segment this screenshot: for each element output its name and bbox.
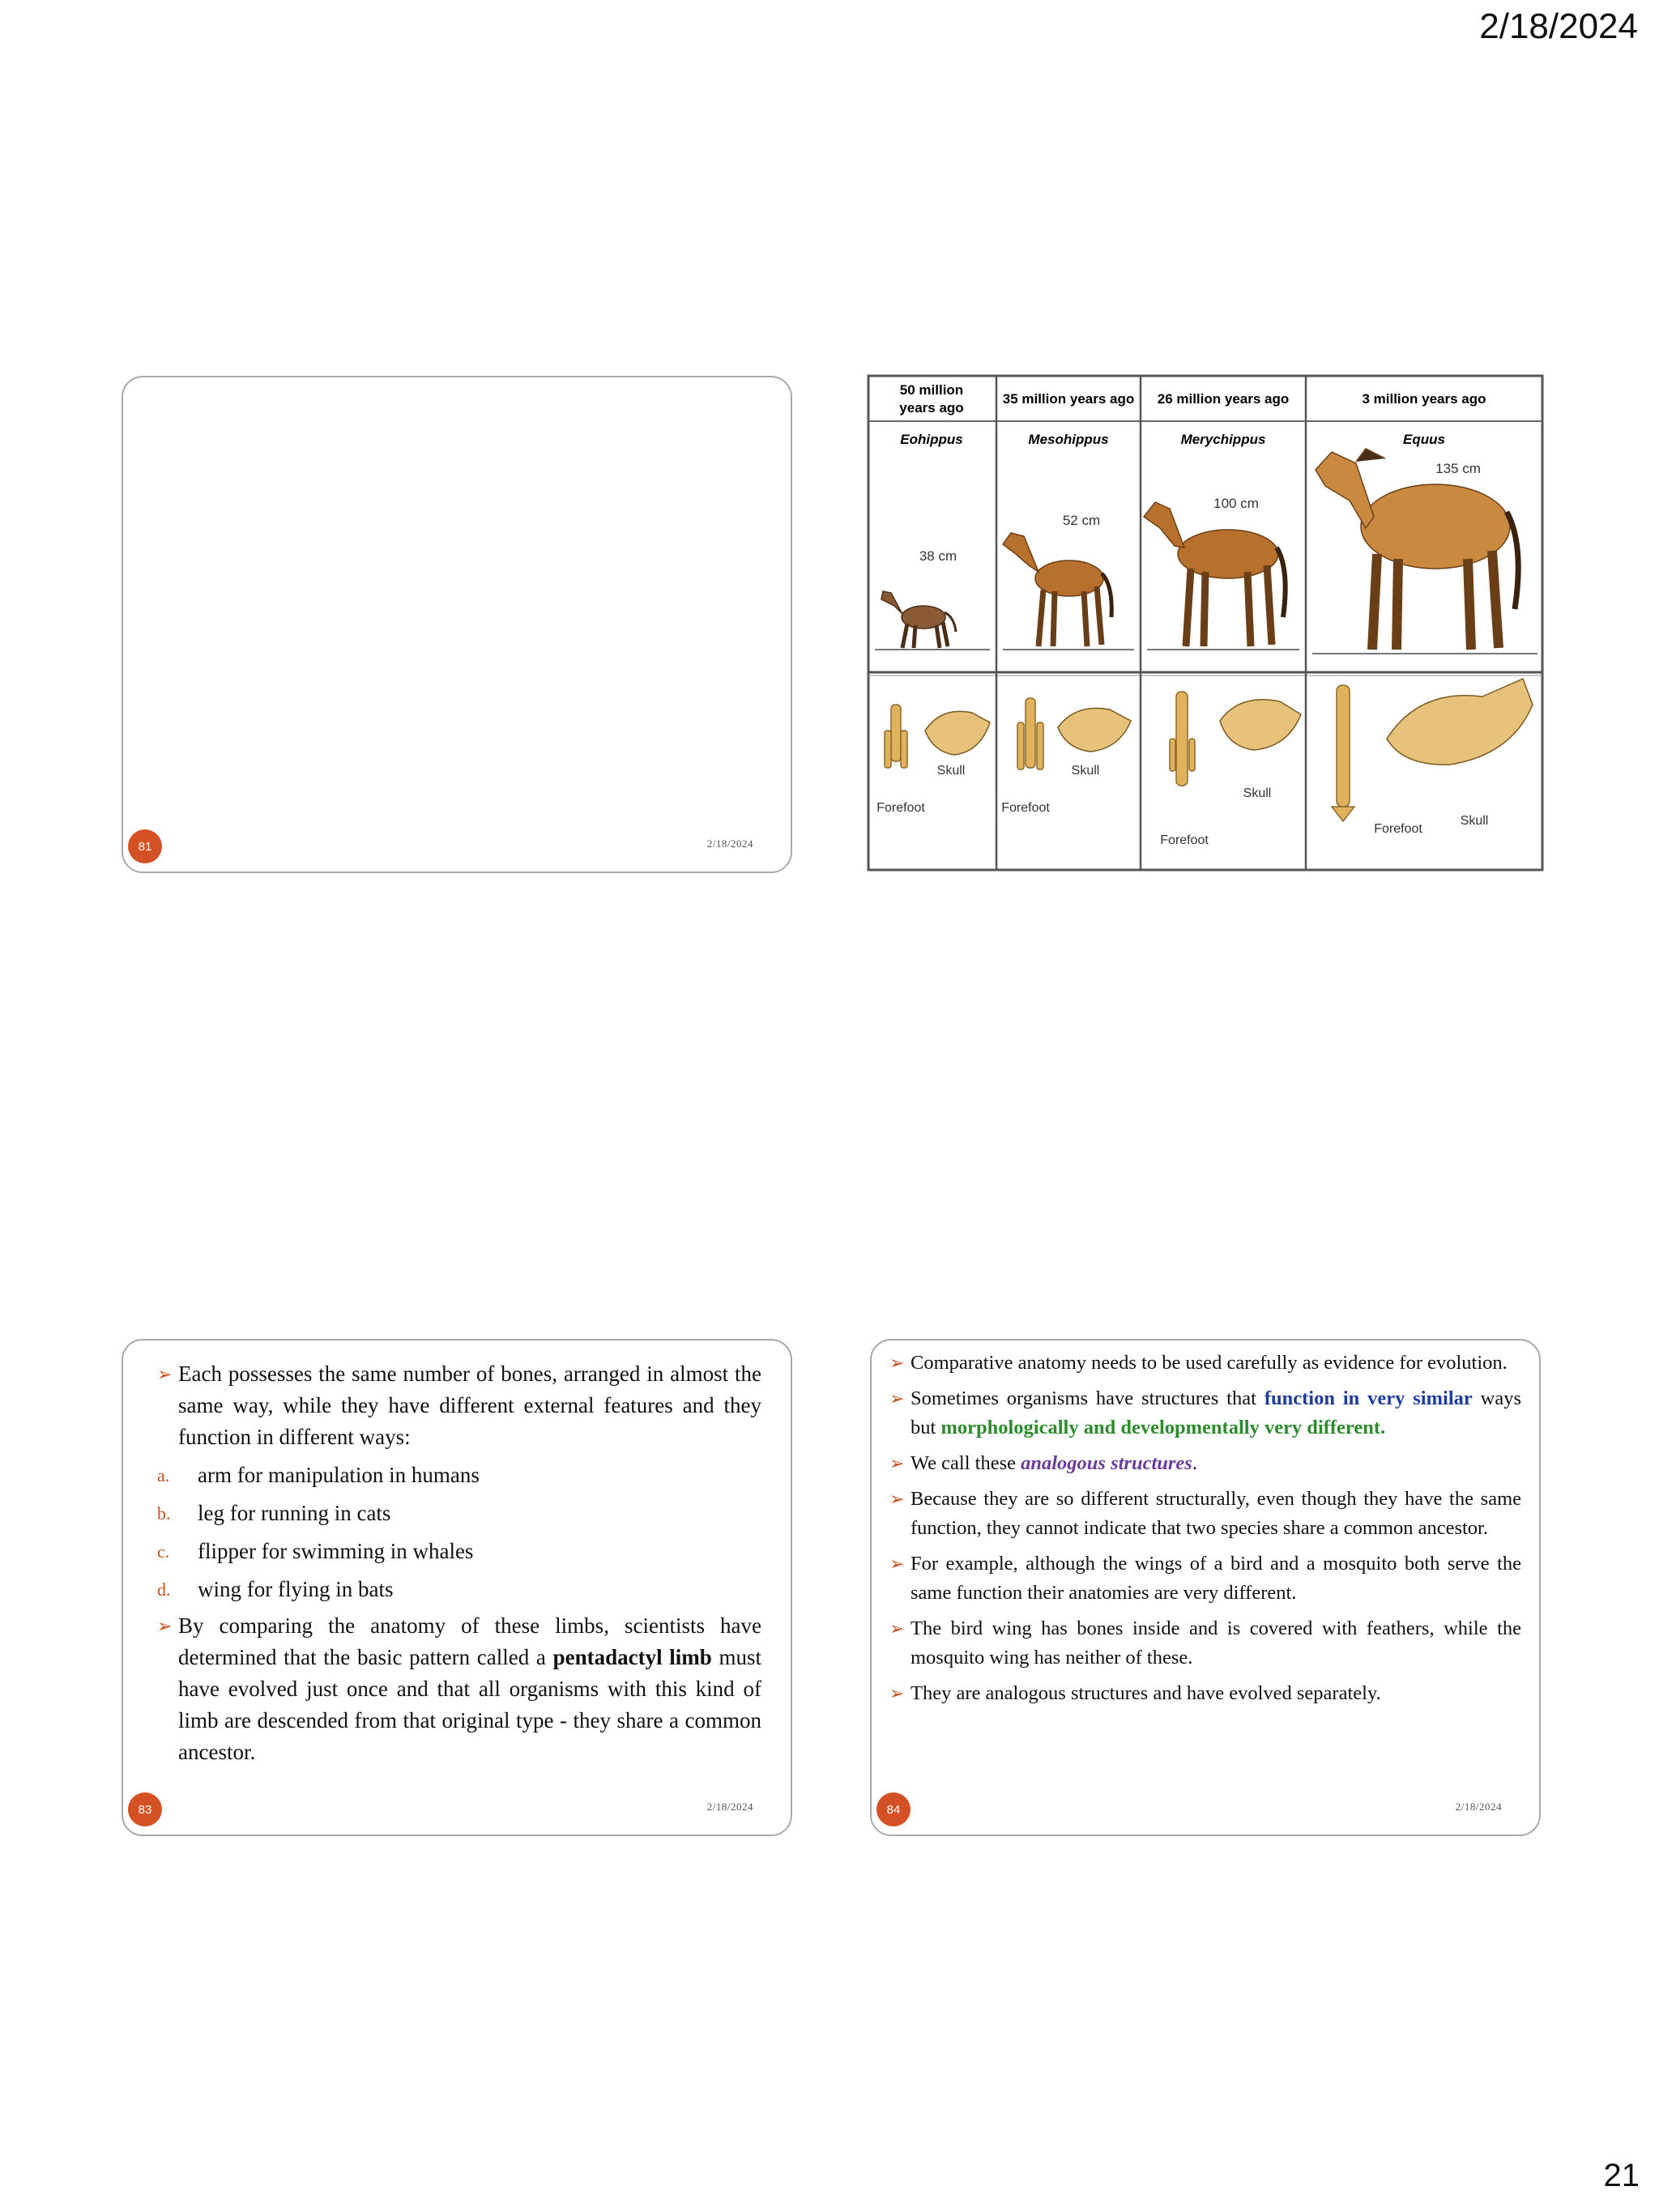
bullet-pentadactyl <box>157 1610 761 1768</box>
list-item-text: wing for flying in bats <box>198 1577 394 1601</box>
slide-84-content <box>889 1349 1521 1715</box>
arrow-bullet-icon: ➢ <box>889 1388 905 1409</box>
slide-83-content <box>157 1358 761 1768</box>
genus-4: Equus <box>1403 432 1445 447</box>
forefoot-label-3: Forefoot <box>1160 833 1209 847</box>
skull-label-1: Skull <box>936 764 966 778</box>
arrow-bullet-icon: ➢ <box>157 1364 173 1384</box>
pentadactyl-term: pentadactyl limb <box>552 1645 712 1669</box>
period-2: 35 million years ago <box>1002 391 1135 407</box>
forefoot-label-1: Forefoot <box>876 801 925 815</box>
skull-label-4: Skull <box>1460 814 1489 828</box>
period-3: 26 million years ago <box>1157 391 1290 407</box>
slide-date: 2/18/2024 <box>706 837 753 850</box>
list-item <box>157 1498 761 1529</box>
bullet-1: ➢ Comparative anatomy needs to be used carefully as evidence for evolution. <box>889 1349 1521 1378</box>
height-4: 135 cm <box>1435 461 1481 476</box>
function-similar-highlight: function in very similar <box>1264 1387 1473 1409</box>
bullet-3: ➢ We call these analogous structures. <box>889 1449 1521 1478</box>
slide-date: 2/18/2024 <box>1455 1801 1502 1813</box>
list-item <box>157 1574 761 1605</box>
bullet-text: By comparing the anatomy of these limbs, scientists have determined that the basic pattern called a <box>178 1613 761 1669</box>
bullet-7: ➢ They are analogous structures and have evolved separately. <box>889 1679 1521 1708</box>
arrow-bullet-icon: ➢ <box>889 1554 905 1574</box>
period-1-line2: years ago <box>899 400 964 416</box>
analogous-term: analogous structures <box>1021 1452 1192 1474</box>
arrow-bullet-icon: ➢ <box>889 1489 905 1509</box>
arrow-bullet-icon: ➢ <box>889 1618 905 1639</box>
slide-83 <box>122 1339 792 1836</box>
genus-1: Eohippus <box>900 432 963 447</box>
horse-evolution-figure <box>867 374 1544 872</box>
slide-number-badge: 83 <box>128 1792 162 1826</box>
slide-date: 2/18/2024 <box>706 1801 753 1813</box>
height-1: 38 cm <box>919 548 957 564</box>
list-item <box>157 1460 761 1491</box>
list-marker: c. <box>157 1541 170 1562</box>
list-item-text: arm for manipulation in humans <box>198 1463 480 1487</box>
period-4: 3 million years ago <box>1362 391 1486 407</box>
bullet-2: ➢ Sometimes organisms have structures that function in very similar ways but morphologically and developmentally very different. <box>889 1384 1521 1443</box>
bullet-intro <box>157 1358 761 1453</box>
height-3: 100 cm <box>1213 496 1259 511</box>
genus-3: Merychippus <box>1180 432 1266 447</box>
bullet-text: Each possesses the same number of bones, arranged in almost the same way, while they have different external features and they function in different ways: <box>178 1362 761 1449</box>
list-marker: b. <box>157 1503 171 1524</box>
list-marker: d. <box>157 1579 171 1600</box>
height-2: 52 cm <box>1062 513 1101 528</box>
list-item-text: flipper for swimming in whales <box>198 1539 474 1563</box>
bullet-6: ➢ The bird wing has bones inside and is covered with feathers, while the mosquito wing has neither of these. <box>889 1614 1521 1673</box>
list-marker: a. <box>157 1465 170 1485</box>
forefoot-label-2: Forefoot <box>1001 801 1050 815</box>
bullet-text-end: must have evolved just once and that all organisms with this kind of limb are descended from that original type - they share a common ancestor. <box>178 1645 762 1764</box>
arrow-bullet-icon: ➢ <box>889 1453 905 1473</box>
list-item <box>157 1536 761 1567</box>
page-number: 21 <box>1603 2158 1640 2193</box>
arrow-bullet-icon: ➢ <box>889 1353 905 1373</box>
list-item-text: leg for running in cats <box>198 1501 391 1525</box>
skull-label-3: Skull <box>1243 786 1272 800</box>
bullet-5: ➢ For example, although the wings of a bird and a mosquito both serve the same function their anatomies are very different. <box>889 1549 1521 1608</box>
page-date: 2/18/2024 <box>1479 6 1638 46</box>
skull-label-2: Skull <box>1071 764 1100 778</box>
bullet-4: ➢ Because they are so different structurally, even though they have the same function, they cannot indicate that two species share a common ancestor. <box>889 1485 1521 1543</box>
slide-81 <box>122 376 792 873</box>
morphology-highlight: morphologically and developmentally very different. <box>940 1417 1386 1438</box>
period-1-line1: 50 million <box>899 382 964 398</box>
arrow-bullet-icon: ➢ <box>157 1616 173 1636</box>
arrow-bullet-icon: ➢ <box>889 1683 905 1703</box>
slide-number-badge: 84 <box>876 1792 911 1826</box>
slide-number-badge: 81 <box>128 829 162 863</box>
forefoot-label-4: Forefoot <box>1374 822 1422 836</box>
genus-2: Mesohippus <box>1028 432 1109 447</box>
slide-84 <box>870 1339 1541 1836</box>
